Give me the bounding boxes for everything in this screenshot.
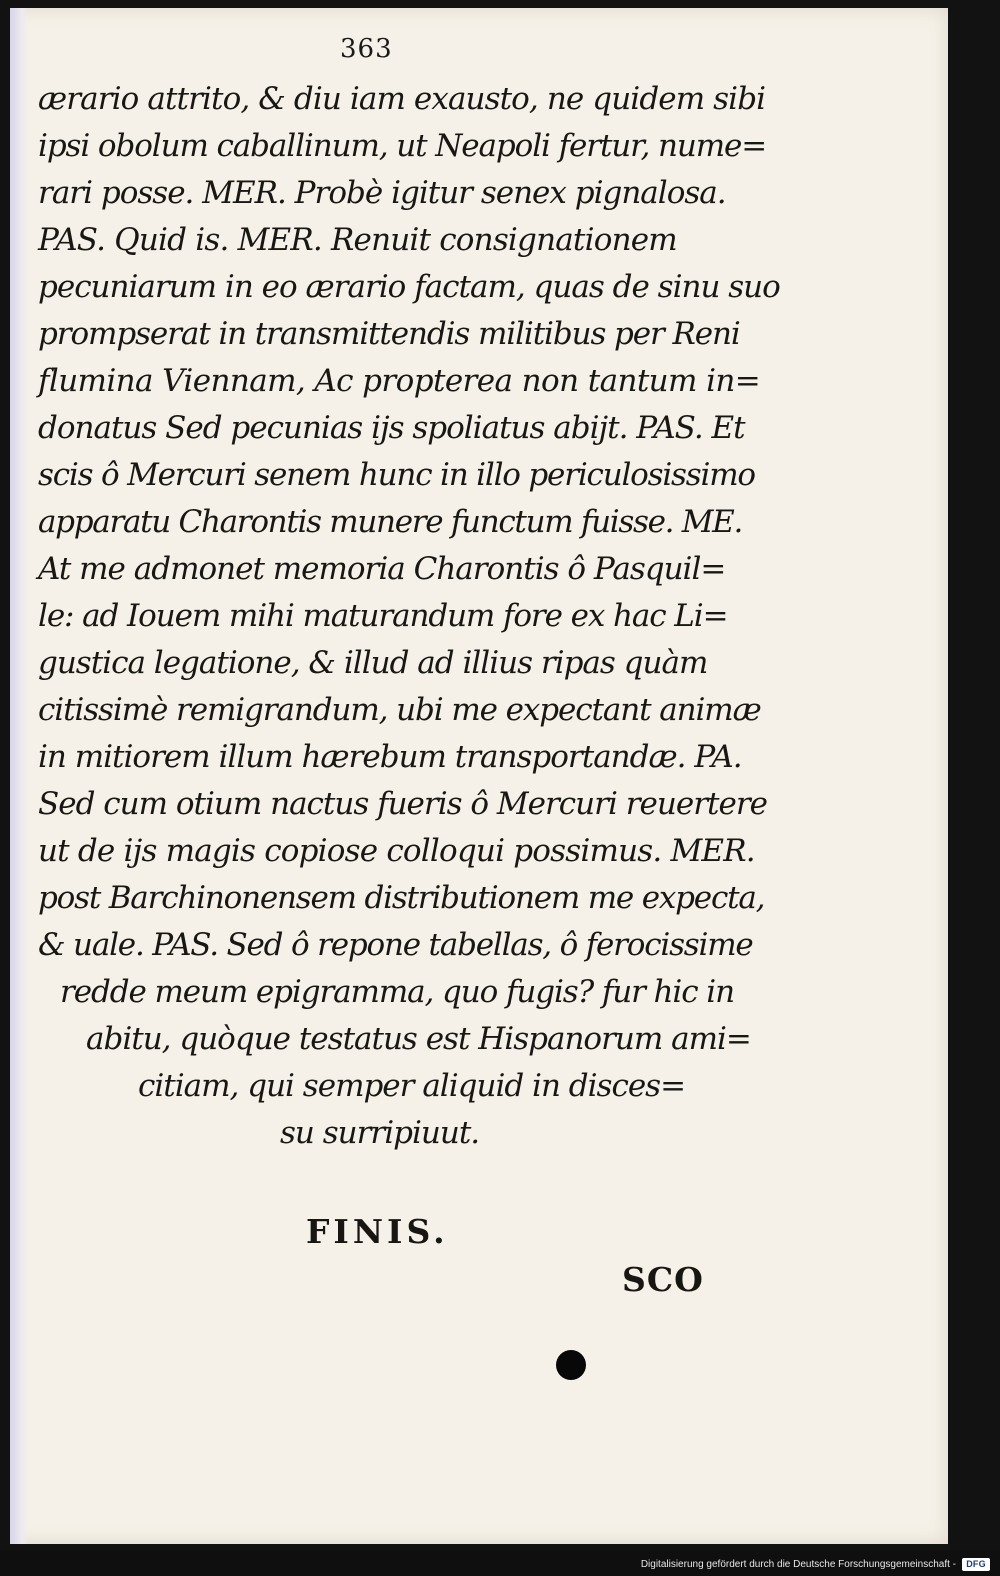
text-line: scis ô Mercuri senem hunc in illo periculosissimo xyxy=(38,457,755,493)
text-line: redde meum epigramma, quo fugis? fur hic in xyxy=(60,974,734,1010)
text-line: le: ad Iouem mihi maturandum fore ex hac Li= xyxy=(38,598,728,634)
text-line: & uale. PAS. Sed ô repone tabellas, ô ferocissime xyxy=(38,927,753,963)
body-text xyxy=(38,76,780,1157)
text-line: abitu, quòque testatus est Hispanorum ami= xyxy=(86,1021,751,1057)
ink-dot-mark xyxy=(556,1350,586,1380)
dfg-logo: DFG xyxy=(962,1558,990,1571)
text-line: At me admonet memoria Charontis ô Pasquil= xyxy=(38,551,726,587)
text-line: post Barchinonensem distributionem me expecta, xyxy=(38,880,765,916)
finis-heading: FINIS. xyxy=(306,1212,449,1251)
text-line: in mitiorem illum hærebum transportandæ. PA. xyxy=(38,739,742,775)
text-line: rari posse. MER. Probè igitur senex pignalosa. xyxy=(38,175,726,211)
text-line: citiam, qui semper aliquid in disces= xyxy=(138,1068,686,1104)
text-line: prompserat in transmittendis militibus per Reni xyxy=(38,316,740,352)
text-line: ut de ijs magis copiose colloqui possimus. MER. xyxy=(38,833,755,869)
text-line: flumina Viennam, Ac propterea non tantum in= xyxy=(38,363,761,399)
text-line: ipsi obolum caballinum, ut Neapoli fertur, nume= xyxy=(38,128,767,164)
signature-mark: SCO xyxy=(622,1260,704,1299)
text-line: PAS. Quid is. MER. Renuit consignationem xyxy=(38,222,677,258)
page-edge-shadow xyxy=(10,8,28,1544)
footer-credit: Digitalisierung gefördert durch die Deutsche Forschungsgemeinschaft - xyxy=(640,1559,956,1570)
text-line: gustica legatione, & illud ad illius ripas quàm xyxy=(38,645,708,681)
text-line: su surripiuut. xyxy=(280,1115,480,1151)
page-number: 363 xyxy=(340,34,393,64)
text-line: Sed cum otium nactus fueris ô Mercuri reuertere xyxy=(38,786,767,822)
text-line: donatus Sed pecunias ijs spoliatus abijt. PAS. Et xyxy=(38,410,745,446)
text-line: citissimè remigrandum, ubi me expectant animæ xyxy=(38,692,761,728)
text-line: ærario attrito, & diu iam exausto, ne quidem sibi xyxy=(38,81,766,117)
text-line: apparatu Charontis munere functum fuisse. ME. xyxy=(38,504,743,540)
text-line: pecuniarum in eo ærario factam, quas de sinu suo xyxy=(38,269,780,305)
